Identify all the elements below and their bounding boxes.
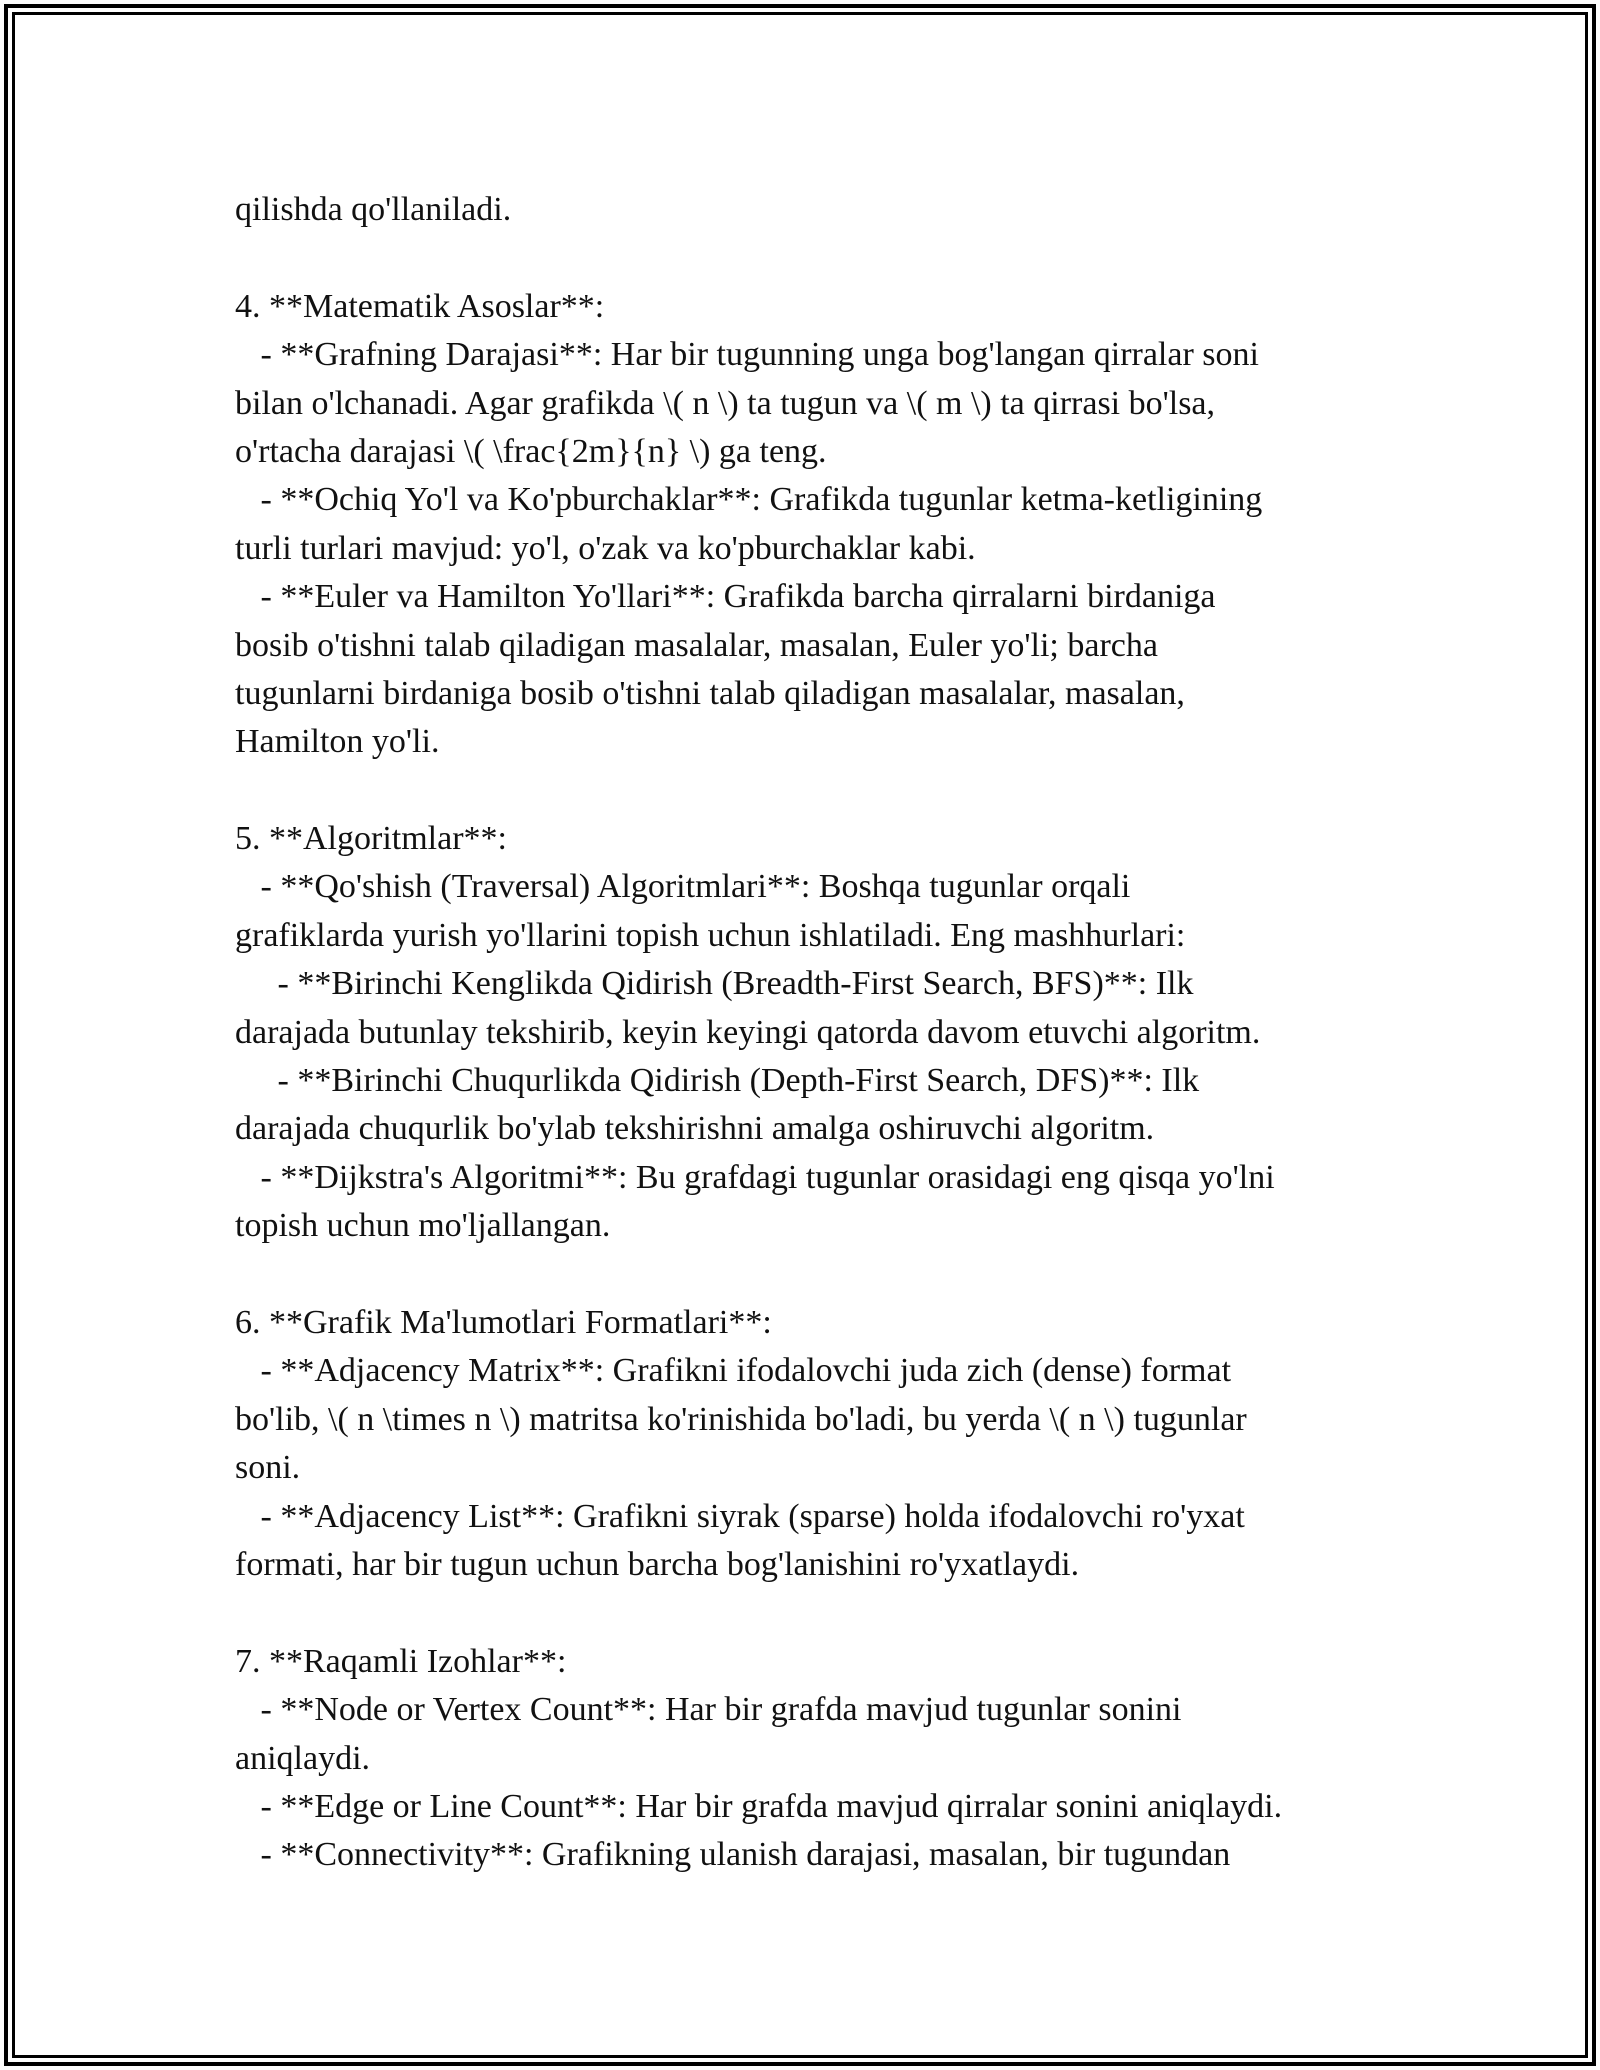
text-line: - **Ochiq Yo'l va Ko'pburchaklar**: Grafikda tugunlar ketma-ketligining bbox=[235, 481, 1263, 519]
text-line: formati, har bir tugun uchun barcha bog'lanishini ro'yxatlaydi. bbox=[235, 1545, 1080, 1583]
text-line: 6. **Grafik Ma'lumotlari Formatlari**: bbox=[235, 1303, 772, 1341]
text-line: 7. **Raqamli Izohlar**: bbox=[235, 1642, 567, 1680]
text-line: aniqlaydi. bbox=[235, 1739, 371, 1777]
text-line: bilan o'lchanadi. Agar grafikda \( n \) ta tugun va \( m \) ta qirrasi bo'lsa, bbox=[235, 384, 1216, 422]
text-line bbox=[235, 234, 1385, 282]
text-line: bo'lib, \( n \times n \) matritsa ko'rinishida bo'ladi, bu yerda \( n \) tugunlar bbox=[235, 1400, 1247, 1438]
text-line: - **Qo'shish (Traversal) Algoritmlari**: Boshqa tugunlar orqali bbox=[235, 868, 1131, 906]
text-line bbox=[235, 1251, 1385, 1299]
text-line: bosib o'tishni talab qiladigan masalalar, masalan, Euler yo'li; barcha bbox=[235, 626, 1158, 664]
text-line: 5. **Algoritmlar**: bbox=[235, 820, 507, 858]
text-line bbox=[235, 1589, 1385, 1637]
text-line: grafiklarda yurish yo'llarini topish uchun ishlatiladi. Eng mashhurlari: bbox=[235, 916, 1186, 954]
text-line: topish uchun mo'ljallangan. bbox=[235, 1207, 611, 1245]
text-line: - **Euler va Hamilton Yo'llari**: Grafikda barcha qirralarni birdaniga bbox=[235, 578, 1216, 616]
text-line: - **Connectivity**: Grafikning ulanish darajasi, masalan, bir tugundan bbox=[235, 1836, 1231, 1874]
text-line: soni. bbox=[235, 1449, 301, 1487]
text-line: darajada butunlay tekshirib, keyin keyingi qatorda davom etuvchi algoritm. bbox=[235, 1013, 1261, 1051]
text-line: - **Node or Vertex Count**: Har bir grafda mavjud tugunlar sonini bbox=[235, 1691, 1182, 1729]
text-line: - **Adjacency Matrix**: Grafikni ifodalovchi juda zich (dense) format bbox=[235, 1352, 1232, 1390]
text-line bbox=[235, 767, 1385, 815]
text-line: Hamilton yo'li. bbox=[235, 723, 440, 761]
text-line: - **Birinchi Kenglikda Qidirish (Breadth-First Search, BFS)**: Ilk bbox=[235, 965, 1194, 1003]
text-line: - **Grafning Darajasi**: Har bir tugunning unga bog'langan qirralar soni bbox=[235, 336, 1259, 374]
text-line: o'rtacha darajasi \( \frac{2m}{n} \) ga teng. bbox=[235, 432, 827, 470]
text-line: qilishda qo'llaniladi. bbox=[235, 191, 512, 228]
text-line: tugunlarni birdaniga bosib o'tishni talab qiladigan masalalar, masalan, bbox=[235, 674, 1185, 712]
text-line: turli turlari mavjud: yo'l, o'zak va ko'pburchaklar kabi. bbox=[235, 529, 976, 567]
text-line: - **Dijkstra's Algoritmi**: Bu grafdagi tugunlar orasidagi eng qisqa yo'lni bbox=[235, 1158, 1275, 1196]
text-line: - **Adjacency List**: Grafikni siyrak (sparse) holda ifodalovchi ro'yxat bbox=[235, 1497, 1245, 1535]
text-line: - **Edge or Line Count**: Har bir grafda mavjud qirralar sonini aniqlaydi. bbox=[235, 1787, 1283, 1825]
document-body bbox=[235, 186, 1385, 1880]
text-line: - **Birinchi Chuqurlikda Qidirish (Depth-First Search, DFS)**: Ilk bbox=[235, 1062, 1200, 1100]
text-line: 4. **Matematik Asoslar**: bbox=[235, 287, 605, 325]
text-line: darajada chuqurlik bo'ylab tekshirishni amalga oshiruvchi algoritm. bbox=[235, 1110, 1155, 1148]
